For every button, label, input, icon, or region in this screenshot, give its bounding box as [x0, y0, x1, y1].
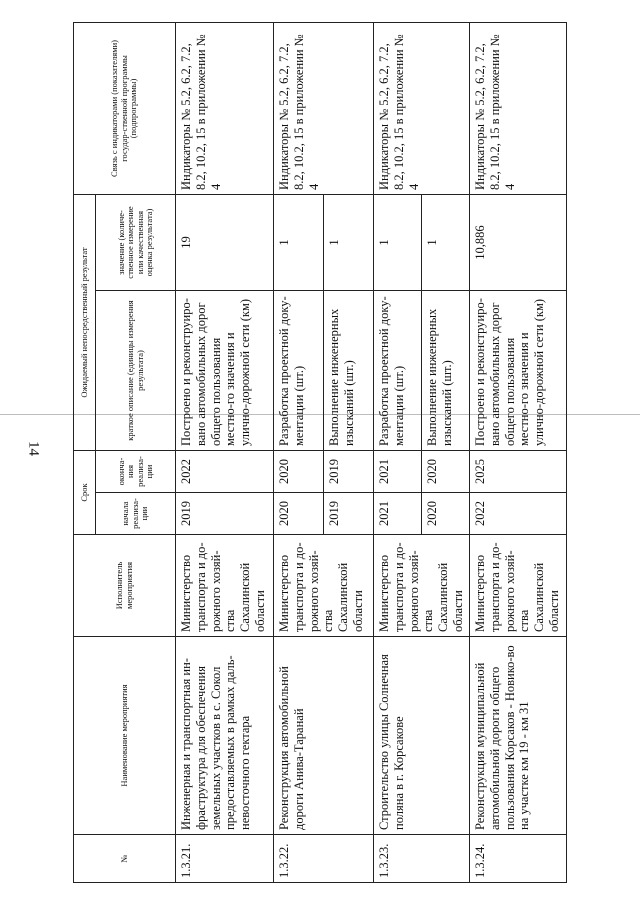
row-result-desc: Разработка проектной доку-ментации (шт.) — [274, 291, 324, 451]
rotated-page — [73, 23, 567, 883]
row-executor: Министерство транспорта и до-рожного хозяй-ства Сахалинской области — [176, 535, 274, 637]
row-start: 2021 — [374, 493, 422, 535]
row-end: 2021 — [374, 451, 422, 493]
table-row — [274, 23, 324, 883]
header-term-end: оконча-ния реализа-ции — [96, 451, 176, 493]
header-name: Наименование мероприятия — [74, 637, 176, 835]
table-row — [374, 23, 422, 883]
table-row — [470, 23, 567, 883]
header-term-start: начала реализа-ции — [96, 493, 176, 535]
row-start: 2019 — [324, 493, 374, 535]
row-link: Индикаторы № 5.2, 6.2, 7.2, 8.2, 10.2, 15 в приложении № 4 — [470, 23, 567, 195]
table-row — [176, 23, 274, 883]
header-executor: Исполнитель мероприятия — [74, 535, 176, 637]
row-start: 2019 — [176, 493, 274, 535]
row-end: 2020 — [274, 451, 324, 493]
row-end: 2019 — [324, 451, 374, 493]
row-result-desc: Построено и реконструиро-вано автомобильных дорог общего пользования местно-го значения и улично-дорожной сети (км) — [176, 291, 274, 451]
row-start: 2020 — [422, 493, 470, 535]
row-end: 2020 — [422, 451, 470, 493]
row-result-value: 1 — [422, 195, 470, 291]
header-result-value: значение (количе-ственное измерение или качественная оценка результата) — [96, 195, 176, 291]
header-result-desc: краткое описание (единицы измерения результата) — [96, 291, 176, 451]
row-executor: Министерство транспорта и до-рожного хозяй-ства Сахалинской области — [470, 535, 567, 637]
row-result-value: 19 — [176, 195, 274, 291]
row-num: 1.3.23. — [374, 835, 470, 883]
header-term: Срок — [74, 451, 96, 535]
row-result-desc: Построено и реконструиро-вано автомобильных дорог общего пользования местно-го значения и улично-дорожной сети (км) — [470, 291, 567, 451]
row-num: 1.3.24. — [470, 835, 567, 883]
row-name: Реконструкция муниципальной автомобильной дороги общего пользования Корсаков - Новико-во на участке км 19 - км 31 — [470, 637, 567, 835]
header-result: Ожидаемый непосредственный результат — [74, 195, 96, 451]
row-start: 2020 — [274, 493, 324, 535]
header-num: № — [74, 835, 176, 883]
row-num: 1.3.22. — [274, 835, 374, 883]
row-result-value: 10,886 — [470, 195, 567, 291]
row-executor: Министерство транспорта и до-рожного хозяй-ства Сахалинской области — [374, 535, 470, 637]
row-result-desc: Выполнение инженерных изысканий (шт.) — [324, 291, 374, 451]
row-result-desc: Разработка проектной доку-ментации (шт.) — [374, 291, 422, 451]
row-result-desc: Выполнение инженерных изысканий (шт.) — [422, 291, 470, 451]
row-end: 2022 — [176, 451, 274, 493]
row-result-value: 1 — [274, 195, 324, 291]
header-link: Связь с индикаторами (показателями) государ-ственной программы (подпрограммы) — [74, 23, 176, 195]
measures-table — [73, 22, 567, 883]
row-num: 1.3.21. — [176, 835, 274, 883]
row-result-value: 1 — [374, 195, 422, 291]
row-executor: Министерство транспорта и до-рожного хозяй-ства Сахалинской области — [274, 535, 374, 637]
row-result-value: 1 — [324, 195, 374, 291]
row-end: 2025 — [470, 451, 567, 493]
row-link: Индикаторы № 5.2, 6.2, 7.2, 8.2, 10.2, 15 в приложении № 4 — [176, 23, 274, 195]
row-name: Реконструкция автомобильной дороги Анива-Таранай — [274, 637, 374, 835]
page-number: 14 — [25, 441, 42, 456]
row-start: 2022 — [470, 493, 567, 535]
row-link: Индикаторы № 5.2, 6.2, 7.2, 8.2, 10.2, 15 в приложении № 4 — [374, 23, 470, 195]
row-name: Строительство улицы Солнечная поляна в г. Корсакове — [374, 637, 470, 835]
row-link: Индикаторы № 5.2, 6.2, 7.2, 8.2, 10.2, 15 в приложении № 4 — [274, 23, 374, 195]
row-name: Инженерная и транспортная ин-фраструктура для обеспечения земельных участков в с. Сокол предоставляемых в рамках даль-невосточного гектара — [176, 637, 274, 835]
